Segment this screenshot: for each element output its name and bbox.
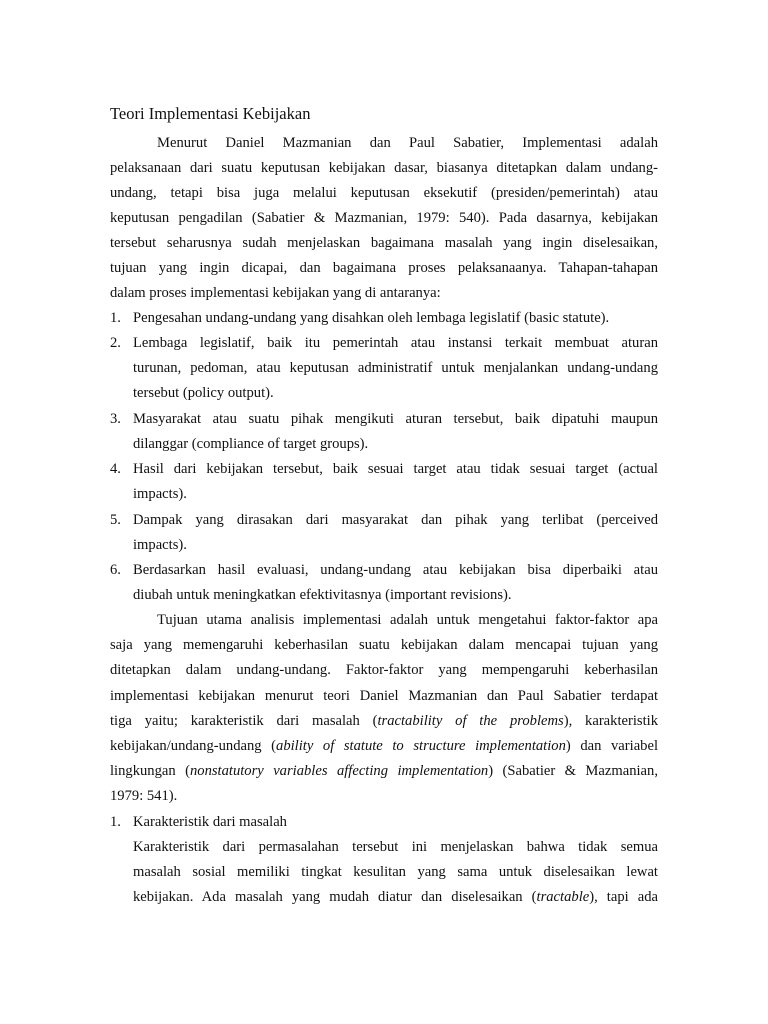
intro-line: pelaksanaan dari suatu keputusan kebijakan dasar, biasanya ditetapkan dalam undang- [110,160,658,176]
line-text: ), tapi ada [589,889,658,905]
line-text: ) (Sabatier & Mazmanian, [488,763,658,779]
factor-line: Karakteristik dari permasalahan tersebut ini menjelaskan bahwa tidak semua [133,839,658,855]
list-item-line: dilanggar (compliance of target groups). [133,436,369,452]
list-item-line: Lembaga legislatif, baik itu pemerintah atau instansi terkait membuat aturan [133,335,658,351]
paragraph-line [110,710,658,732]
italic-term: ability of statute to structure implementation [276,738,566,754]
list-number: 4. [110,461,121,477]
factor-line: masalah sosial memiliki tingkat kesulitan yang sama untuk diselesaikan lewat [133,864,658,880]
paragraph-line: 1979: 541). [110,788,178,804]
intro-line: undang, tetapi bisa juga melalui keputusan eksekutif (presiden/pemerintah) atau [110,185,658,201]
factor-line [133,886,658,908]
line-text: lingkungan ( [110,763,190,779]
list-item-line: Hasil dari kebijakan tersebut, baik sesuai target atau tidak sesuai target (actual [133,461,658,477]
intro-line: dalam proses implementasi kebijakan yang di antaranya: [110,285,441,301]
list-item-line: turunan, pedoman, atau keputusan administratif untuk menjalankan undang-undang [133,360,658,376]
intro-line: Menurut Daniel Mazmanian dan Paul Sabatier, Implementasi adalah [157,135,658,151]
list-item-line: Dampak yang dirasakan dari masyarakat dan pihak yang terlibat (perceived [133,512,658,528]
line-text: ), karakteristik [563,713,658,729]
list-item-line: tersebut (policy output). [133,385,274,401]
italic-term: tractable [536,889,590,905]
line-text: tiga yaitu; karakteristik dari masalah ( [110,713,378,729]
list-number: 1. [110,310,121,326]
list-number: 6. [110,562,121,578]
list-number: 3. [110,411,121,427]
paragraph-line: ditetapkan dalam undang-undang. Faktor-faktor yang mempengaruhi keberhasilan [110,662,658,678]
paragraph-line [110,760,658,782]
paragraph-line [110,735,658,757]
line-text: ) dan variabel [565,738,658,754]
intro-line: keputusan pengadilan (Sabatier & Mazmanian, 1979: 540). Pada dasarnya, kebijakan [110,210,658,226]
list-item-line: impacts). [133,486,187,502]
list-number: 1. [110,814,121,830]
page-title: Teori Implementasi Kebijakan [110,104,311,123]
line-text: kebijakan/undang-undang ( [110,738,277,754]
intro-line: tersebut seharusnya sudah menjelaskan bagaimana masalah yang ingin diselesaikan, [110,235,658,251]
list-item-line: Masyarakat atau suatu pihak mengikuti aturan tersebut, baik dipatuhi maupun [133,411,658,427]
list-item-line: diubah untuk meningkatkan efektivitasnya (important revisions). [133,587,512,603]
paragraph-line: saja yang memengaruhi keberhasilan suatu kebijakan dalam mencapai tujuan yang [110,637,658,653]
italic-term: nonstatutory variables affecting implementation [189,763,489,779]
italic-term: tractability of the problems [377,713,564,729]
factor-heading: Karakteristik dari masalah [133,814,287,830]
paragraph-line: implementasi kebijakan menurut teori Daniel Mazmanian dan Paul Sabatier terdapat [110,688,658,704]
list-number: 2. [110,335,121,351]
list-item-line: Pengesahan undang-undang yang disahkan oleh lembaga legislatif (basic statute). [133,310,610,326]
line-text: kebijakan. Ada masalah yang mudah diatur dan diselesaikan ( [133,889,537,905]
list-number: 5. [110,512,121,528]
paragraph-line: Tujuan utama analisis implementasi adalah untuk mengetahui faktor-faktor apa [157,612,658,628]
list-item-line: impacts). [133,537,187,553]
list-item-line: Berdasarkan hasil evaluasi, undang-undang atau kebijakan bisa diperbaiki atau [133,562,658,578]
intro-line: tujuan yang ingin dicapai, dan bagaimana proses pelaksanaanya. Tahapan-tahapan [110,260,658,276]
